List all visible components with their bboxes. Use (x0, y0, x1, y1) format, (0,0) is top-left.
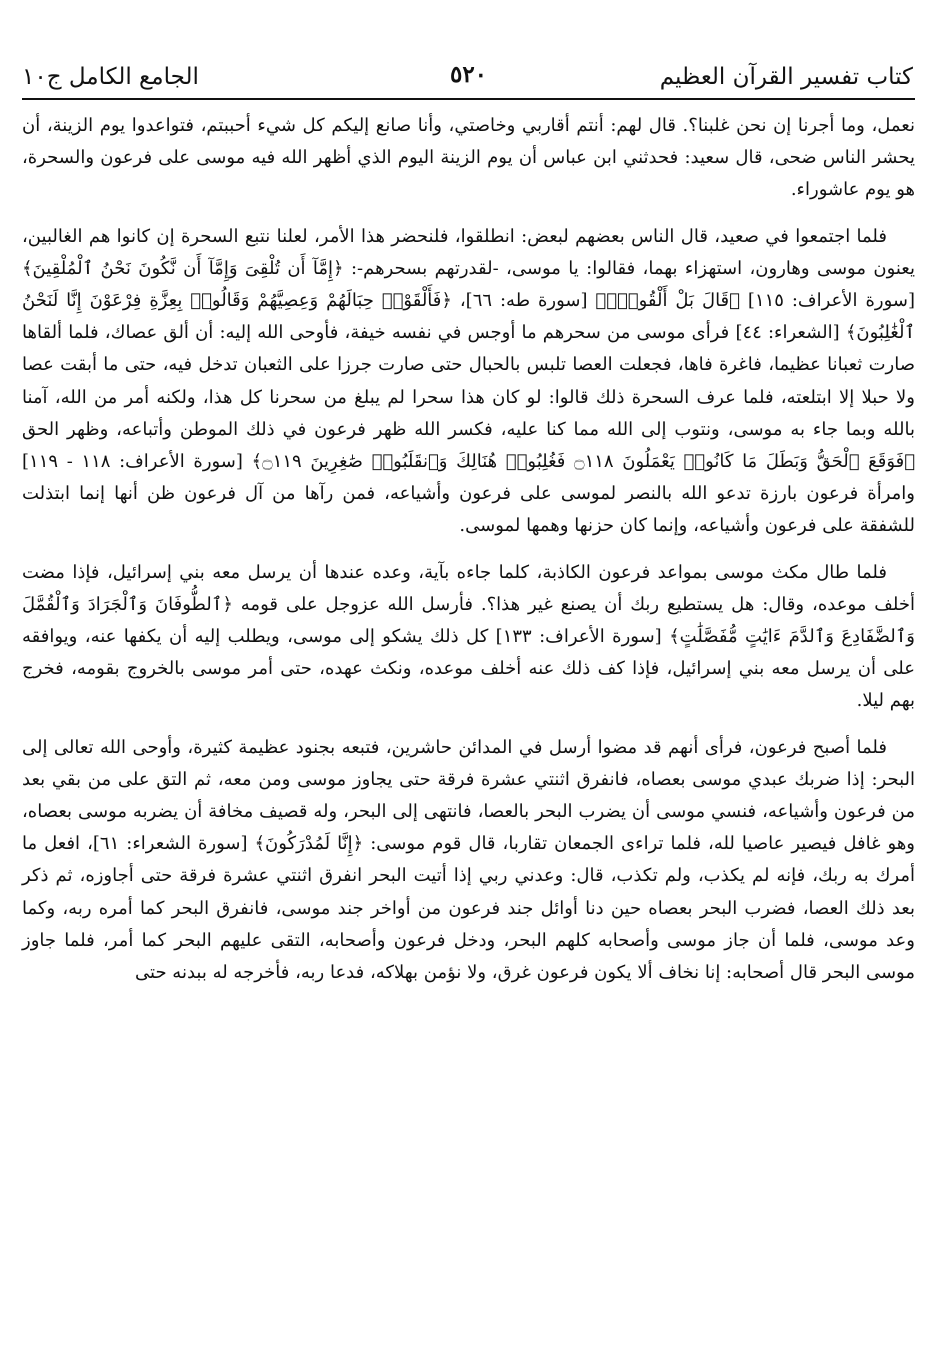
paragraph-4: فلما أصبح فرعون، فرأى أنهم قد مضوا أرسل في المدائن حاشرين، فتبعه بجنود عظيمة كثيرة، وأوحى الله تعالى إلى البحر: إذا ضربك عبدي موسى بعصاه، فانفرق اثنتي عشرة فرقة حتى يجاوز موسى ومن معه، ثم التق على من بقي بعد من فرعون وأشياعه، فنسي موسى أن يضرب البحر بالعصا، فانتهى إلى البحر، وله قصيف مخافة أن يضربه موسى بعصاه، وهو غافل فيصير عاصيا لله، فلما تراءى الجمعان تقاربا، قال قوم موسى: ﴿إِنَّا لَمُدْرَكُونَ﴾ [سورة الشعراء: ٦١]، افعل ما أمرك به ربك، فإنه لم يكذب، ولم تكذب، قال: وعدني ربي إذا أتيت البحر انفرق اثنتي عشرة فرقة حتى أجاوزه، ثم ذكر بعد ذلك العصا، فضرب البحر بعصاه حين دنا أوائل جند فرعون من أواخر جند موسى، فانفرق البحر كما أمره ربه، وكما وعد موسى، فلما أن جاز موسى وأصحابه كلهم البحر، ودخل فرعون وأصحابه، التقى عليهم البحر كما أمر، فلما جاوز موسى البحر قال أصحابه: إنا نخاف ألا يكون فرعون غرق، ولا نؤمن بهلاكه، فدعا ربه، فأخرجه له ببدنه حتى (22, 736, 916, 984)
paragraph-2: فلما اجتمعوا في صعيد، قال الناس بعضهم لبعض: انطلقوا، فلنحضر هذا الأمر، لعلنا نتبع السحرة إن كانوا هم الغالبين، يعنون موسى وهارون، استهزاء بهما، فقالوا: يا موسى، -لقدرتهم بسحرهم-: ﴿إِمَّآ أَن تُلْقِىَ وَإِمَّآ أَن نَّكُونَ نَحْنُ ٱلْمُلْقِينَ﴾ [سورة الأعراف: ١١٥] ﴿قَالَ بَلْ أَلْقُوا۟ۖ﴾ [سورة طه: ٦٦]، ﴿فَأَلْقَوْا۟ حِبَالَهُمْ وَعِصِيَّهُمْ وَقَالُوا۟ بِعِزَّةِ فِرْعَوْنَ إِنَّا لَنَحْنُ ٱلْغَٰلِبُونَ﴾ [الشعراء: ٤٤] فرأى موسى من سحرهم ما أوجس في نفسه خيفة، فأوحى الله إليه: أن ألق عصاك، فلما ألقاها صارت ثعبانا عظيما، فاغرة فاها، فجعلت العصا تلبس بالحبال حتى صارت جرزا على الثعبان تدخل فيه، حتى ما أبقت عصا ولا حبلا إلا ابتلعته، فلما عرف السحرة ذلك قالوا: لو كان هذا سحرا لم يبلغ من سحرنا كل هذا، ولكنه أمر من الله، آمنا بالله وبما جاء به موسى، ونتوب إلى الله مما كنا عليه، فكسر الله ظهر فرعون في ذلك الموطن وأتباعه، وظهر الحق ﴿فَوَقَعَ ٱلْحَقُّ وَبَطَلَ مَا كَانُوا۟ يَعْمَلُونَ ۝١١٨ فَغُلِبُوا۟ هُنَالِكَ وَٱنقَلَبُوا۟ صَٰغِرِينَ ۝١١٩﴾ [سورة الأعراف: ١١٨ - ١١٩] وامرأة فرعون بارزة تدعو الله بالنصر لموسى على فرعون وأشياعه، فمن رآها من آل فرعون ظن أنها إنما ابتذلت للشفقة على فرعون وأشياعه، وإنما كان حزنها وهمها لموسى. (22, 225, 916, 537)
paragraph-1: نعمل، وما أجرنا إن نحن غلبنا؟. قال لهم: أنتم أقاربي وخاصتي، وأنا صانع إليكم كل شيء أحببتم، فتواعدوا يوم الزينة، أن يحشر الناس ضحى، قال سعيد: فحدثني ابن عباس أن يوم الزينة اليوم الذي أظهر الله فيه موسى على فرعون والسحرة، هو يوم عاشوراء. (22, 115, 915, 201)
book-page (22, 56, 915, 1356)
paragraph-3: فلما طال مكث موسى بمواعد فرعون الكاذبة، كلما جاءه بآية، وعده عندها أن يرسل معه بني إسرائيل، فإذا مضت أخلف موعده، وقال: هل يستطيع ربك أن يصنع غير هذا؟. فأرسل الله عزوجل على قومه ﴿ٱلطُّوفَانَ وَٱلْجَرَادَ وَٱلْقُمَّلَ وَٱلضَّفَادِعَ وَٱلدَّمَ ءَايَٰتٍ مُّفَصَّلَٰتٍ﴾ [سورة الأعراف: ١٣٣] كل ذلك يشكو إلى موسى، ويطلب إليه أن يكفها عنه، ويوافقه على أن يرسل معه بني إسرائيل، فإذا كف ذلك عنه أخلف موعده، ونكث عهده، حتى أمر موسى بالخروج بقومه، فخرج بهم ليلا. (22, 561, 915, 712)
page-number: ٥٢٠ (449, 61, 488, 88)
running-header (22, 56, 915, 100)
book-title: كتاب تفسير القرآن العظيم (659, 64, 913, 90)
volume-label: الجامع الكامل ج١٠ (22, 64, 199, 90)
page-body (22, 110, 915, 989)
header-divider (22, 98, 915, 100)
